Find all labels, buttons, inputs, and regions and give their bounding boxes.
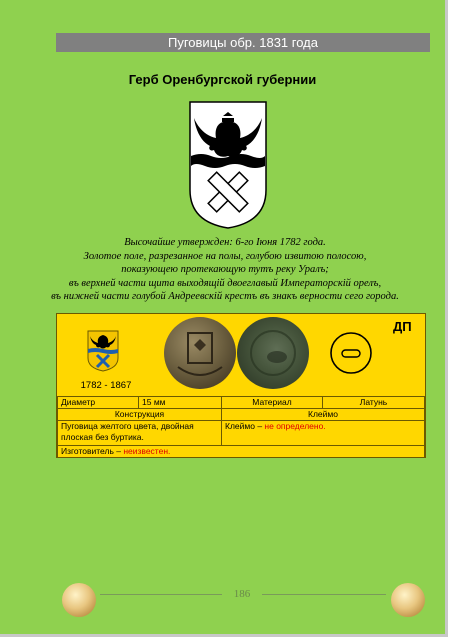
mark-prefix: Клеймо – (225, 421, 265, 431)
mark-value-cell (222, 421, 425, 446)
table-row (58, 409, 425, 421)
decree-line: въ нижней части голубой Андреевскiй крестъ въ знакъ верности сего города. (51, 291, 399, 303)
footer-coin-left-icon (62, 583, 96, 617)
decree-line: Высочайше утвержден: 6-го Iюня 1782 года. (124, 237, 326, 248)
footer-divider (262, 594, 386, 595)
mark-label: Клеймо (222, 409, 425, 421)
mini-coat-of-arms-icon (87, 330, 119, 372)
construction-label: Конструкция (58, 409, 222, 421)
page-title: Герб Оренбургской губернии (128, 72, 317, 87)
card-images (57, 314, 425, 396)
page-number: 186 (233, 588, 251, 600)
section-header: Пуговицы обр. 1831 года (56, 33, 430, 52)
diameter-value: 15 мм (139, 397, 222, 409)
table-row (58, 421, 425, 446)
coat-of-arms-image (186, 98, 270, 231)
decree-line: показующею протекающую тутъ реку Уралъ; (121, 264, 329, 276)
material-label: Материал (222, 397, 323, 409)
type-code: ДП (393, 319, 412, 334)
decree-text (20, 236, 430, 304)
maker-cell (58, 446, 425, 458)
material-value: Латунь (323, 397, 425, 409)
decree-line: Золотое поле, разрезанное на полы, голубою извитою полосою, (83, 250, 367, 262)
maker-value: неизвестен. (123, 446, 171, 456)
specs-table (57, 396, 425, 458)
table-row (58, 446, 425, 458)
diameter-label: Диаметр (58, 397, 139, 409)
button-back-photo (237, 317, 309, 389)
footer-coin-right-icon (391, 583, 425, 617)
years-label: 1782 - 1867 (80, 380, 132, 391)
maker-prefix: Изготовитель – (61, 446, 124, 456)
button-info-card (56, 313, 426, 458)
button-front-photo (164, 317, 236, 389)
button-schema-icon (329, 331, 373, 375)
mark-value: не определено. (264, 421, 326, 431)
table-row (58, 397, 425, 409)
footer-divider (100, 594, 222, 595)
decree-line: въ верхней части щита выходящiй двоеглавый Императорскiй орелъ, (68, 277, 382, 289)
construction-value: Пуговица желтого цвета, двойная плоская без буртика. (58, 421, 222, 446)
